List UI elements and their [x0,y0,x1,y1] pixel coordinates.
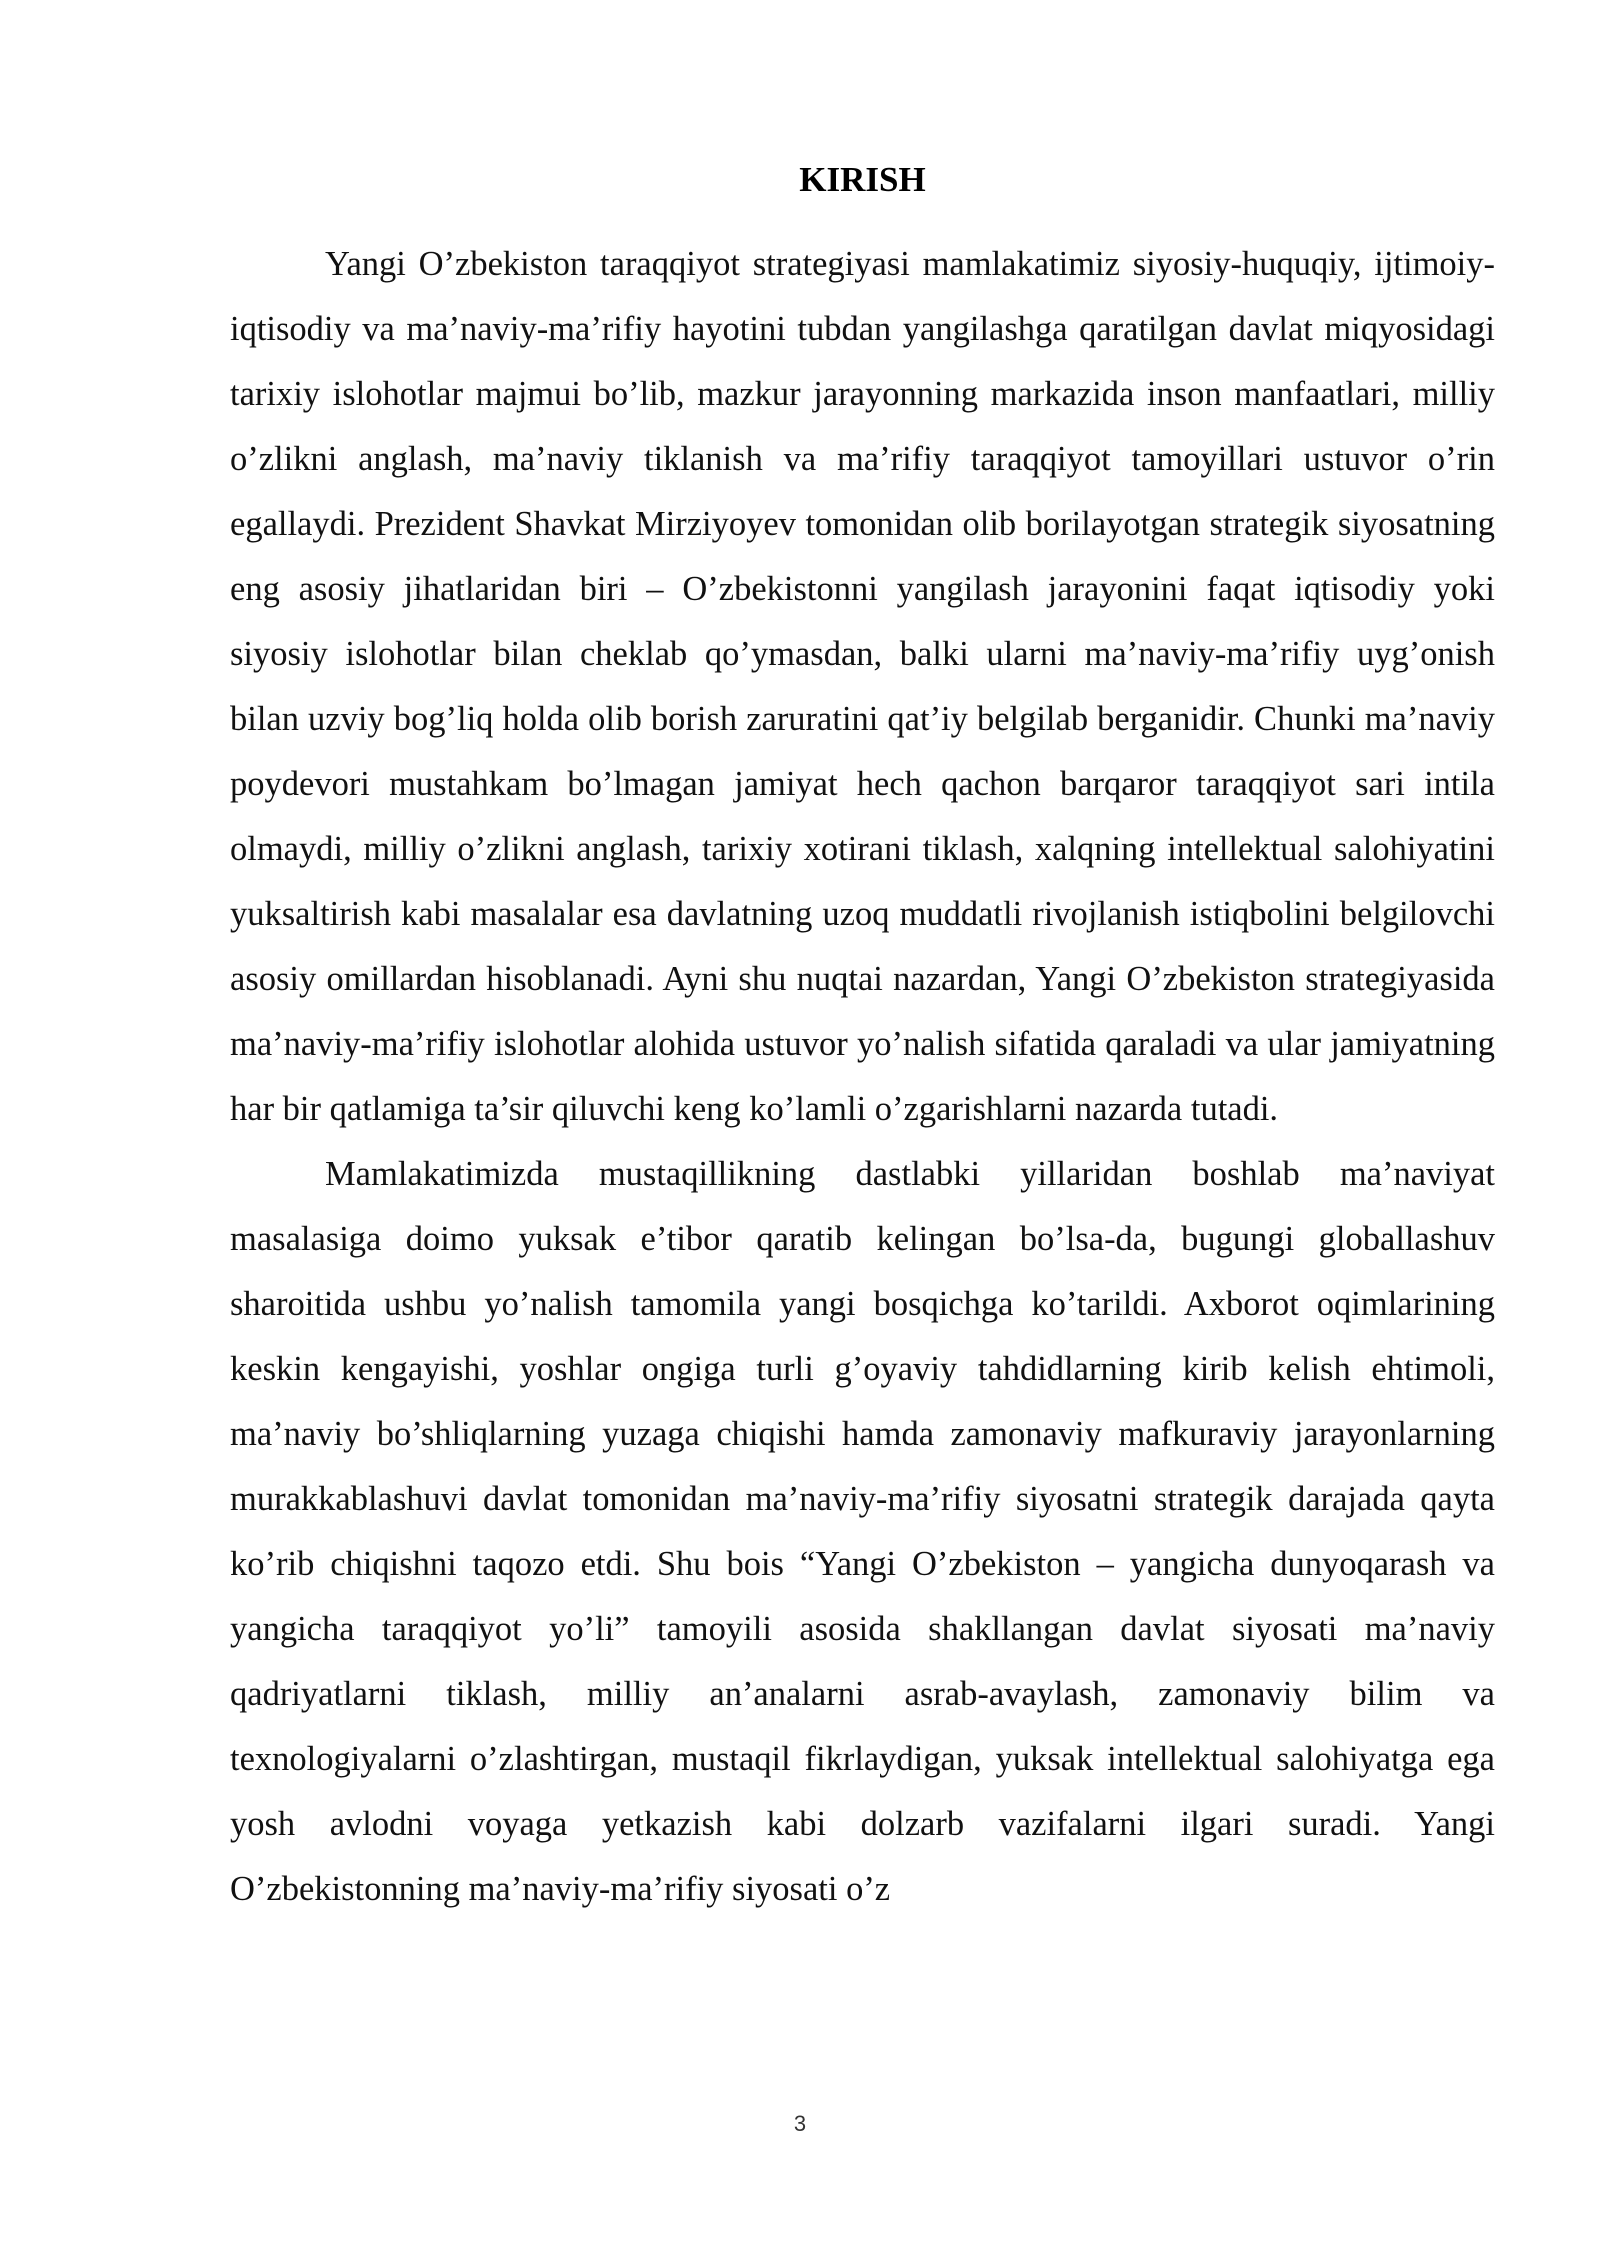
page-number: 3 [793,2111,807,2136]
paragraph-1: Yangi O’zbekiston taraqqiyot strategiyasi mamlakatimiz siyosiy-huquqiy, ijtimoiy-iqtisodiy va ma’naviy-ma’rifiy hayotini tubdan yangilashga qaratilgan davlat miqyosidagi tarixiy islohotlar majmui bo’lib, mazkur jarayonning markazida inson manfaatlari, milliy o’zlikni anglash, ma’naviy tiklanish va ma’rifiy taraqqiyot tamoyillari ustuvor o’rin egallaydi. Prezident Shavkat Mirziyoyev tomonidan olib borilayotgan strategik siyosatning eng asosiy jihatlaridan biri – O’zbekistonni yangilash jarayonini faqat iqtisodiy yoki siyosiy islohotlar bilan cheklab qo’ymasdan, balki ularni ma’naviy-ma’rifiy uyg’onish bilan uzviy bog’liq holda olib borish zaruratini qat’iy belgilab berganidir. Chunki ma’naviy poydevori mustahkam bo’lmagan jamiyat hech qachon barqaror taraqqiyot sari intila olmaydi, milliy o’zlikni anglash, tarixiy xotirani tiklash, xalqning intellektual salohiyatini yuksaltirish kabi masalalar esa davlatning uzoq muddatli rivojlanish istiqbolini belgilovchi asosiy omillardan hisoblanadi. Ayni shu nuqtai nazardan, Yangi O’zbekiston strategiyasida ma’naviy-ma’rifiy islohotlar alohida ustuvor yo’nalish sifatida qaraladi va ular jamiyatning har bir qatlamiga ta’sir qiluvchi keng ko’lamli o’zgarishlarni nazarda tutadi. [230,245,1495,1128]
document-body [230,232,1495,1922]
paragraph-2: Mamlakatimizda mustaqillikning dastlabki yillaridan boshlab ma’naviyat masalasiga doimo yuksak e’tibor qaratib kelingan bo’lsa-da, bugungi globallashuv sharoitida ushbu yo’nalish tamomila yangi bosqichga ko’tarildi. Axborot oqimlarining keskin kengayishi, yoshlar ongiga turli g’oyaviy tahdidlarning kirib kelish ehtimoli, ma’naviy bo’shliqlarning yuzaga chiqishi hamda zamonaviy mafkuraviy jarayonlarning murakkablashuvi davlat tomonidan ma’naviy-ma’rifiy siyosatni strategik darajada qayta ko’rib chiqishni taqozo etdi. Shu bois “Yangi O’zbekiston – yangicha dunyoqarash va yangicha taraqqiyot yo’li” tamoyili asosida shakllangan davlat siyosati ma’naviy qadriyatlarni tiklash, milliy an’analarni asrab-avaylash, zamonaviy bilim va texnologiyalarni o’zlashtirgan, mustaqil fikrlaydigan, yuksak intellektual salohiyatga ega yosh avlodni voyaga yetkazish kabi dolzarb vazifalarni ilgari suradi. Yangi O’zbekistonning ma’naviy-ma’rifiy siyosati o’z [230,1155,1495,1908]
section-heading: KIRISH [799,160,926,199]
